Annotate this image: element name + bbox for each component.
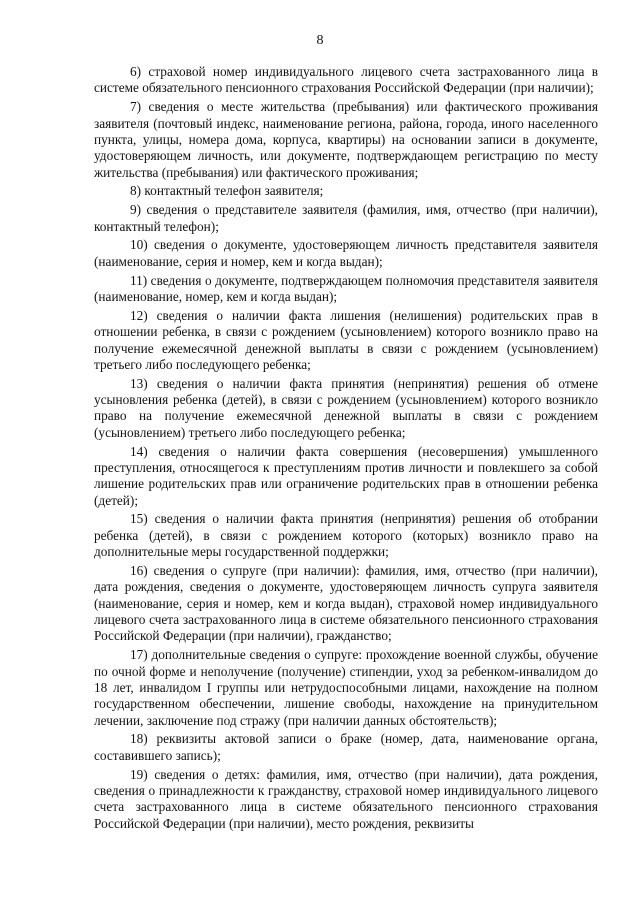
paragraph-item-16: 16) сведения о супруге (при наличии): фамилия, имя, отчество (при наличии), дата рождения, сведения о документе, удостоверяющем личность супруга заявителя (наименование, серия и номер, кем и когда выдан), страховой номер индивидуального лицевого счета застрахованного лица в системе обязательного пенсионного страхования Российской Федерации (при наличии), гражданство; xyxy=(94,562,598,644)
paragraph-item-6: 6) страховой номер индивидуального лицевого счета застрахованного лица в системе обязательного пенсионного страхования Российской Федерации (при наличии); xyxy=(94,64,598,96)
paragraph-item-17: 17) дополнительные сведения о супруге: прохождение военной службы, обучение по очной форме и неполучение (получение) стипендии, уход за ребенком-инвалидом до 18 лет, инвалидом I группы или нетрудоспособными лицами, нахождение на полном государственном обеспечении, лишение свободы, нахождение на принудительном лечении, заключение под стражу (при наличии данных обстоятельств); xyxy=(94,647,598,728)
page-number: 8 xyxy=(316,33,324,48)
document-body xyxy=(94,64,598,834)
paragraph-item-8: 8) контактный телефон заявителя; xyxy=(130,183,324,199)
paragraph-item-18: 18) реквизиты актовой записи о браке (номер, дата, наименование органа, составившего запись); xyxy=(94,731,598,763)
paragraph-item-10: 10) сведения о документе, удостоверяющем личность представителя заявителя (наименование, серия и номер, кем и когда выдан); xyxy=(94,237,598,269)
paragraph-item-9: 9) сведения о представителе заявителя (фамилия, имя, отчество (при наличии), контактный телефон); xyxy=(94,202,598,234)
paragraph-item-19: 19) сведения о детях: фамилия, имя, отчество (при наличии), дата рождения, сведения о принадлежности к гражданству, страховой номер индивидуального лицевого счета застрахованного лица в системе обязательного пенсионного страхования Российской Федерации (при наличии), место рождения, реквизиты xyxy=(94,766,598,831)
paragraph-item-15: 15) сведения о наличии факта принятия (непринятия) решения об отобрании ребенка (детей), в связи с рождением которого (которых) возникло право на дополнительные меры государственной поддержки; xyxy=(94,511,598,560)
paragraph-item-14: 14) сведения о наличии факта совершения (несовершения) умышленного преступления, относящегося к преступлениям против личности и повлекшего за собой лишение родительских прав или ограничение родительских прав в отношении ребенка (детей); xyxy=(94,443,598,508)
paragraph-item-11: 11) сведения о документе, подтверждающем полномочия представителя заявителя (наименование, номер, кем и когда выдан); xyxy=(94,272,598,304)
paragraph-item-7: 7) сведения о месте жительства (пребывания) или фактического проживания заявителя (почтовый индекс, наименование региона, района, города, иного населенного пункта, улицы, номера дома, корпуса, квартиры) на основании записи в документе, удостоверяющем личность, или документе, подтверждающем регистрацию по месту жительства (пребывания) или фактического проживания; xyxy=(94,99,598,180)
paragraph-item-13: 13) сведения о наличии факта принятия (непринятия) решения об отмене усыновления ребенка (детей), в связи с рождением (усыновлением) которого возникло право на получение ежемесячной денежной выплаты в связи с рождением (усыновлением) третьего либо последующего ребенка; xyxy=(94,375,598,440)
paragraph-item-12: 12) сведения о наличии факта лишения (нелишения) родительских прав в отношении ребенка, в связи с рождением (усыновлением) которого возникло право на получение ежемесячной денежной выплаты в связи с рождением (усыновлением) третьего либо последующего ребенка; xyxy=(94,307,598,372)
